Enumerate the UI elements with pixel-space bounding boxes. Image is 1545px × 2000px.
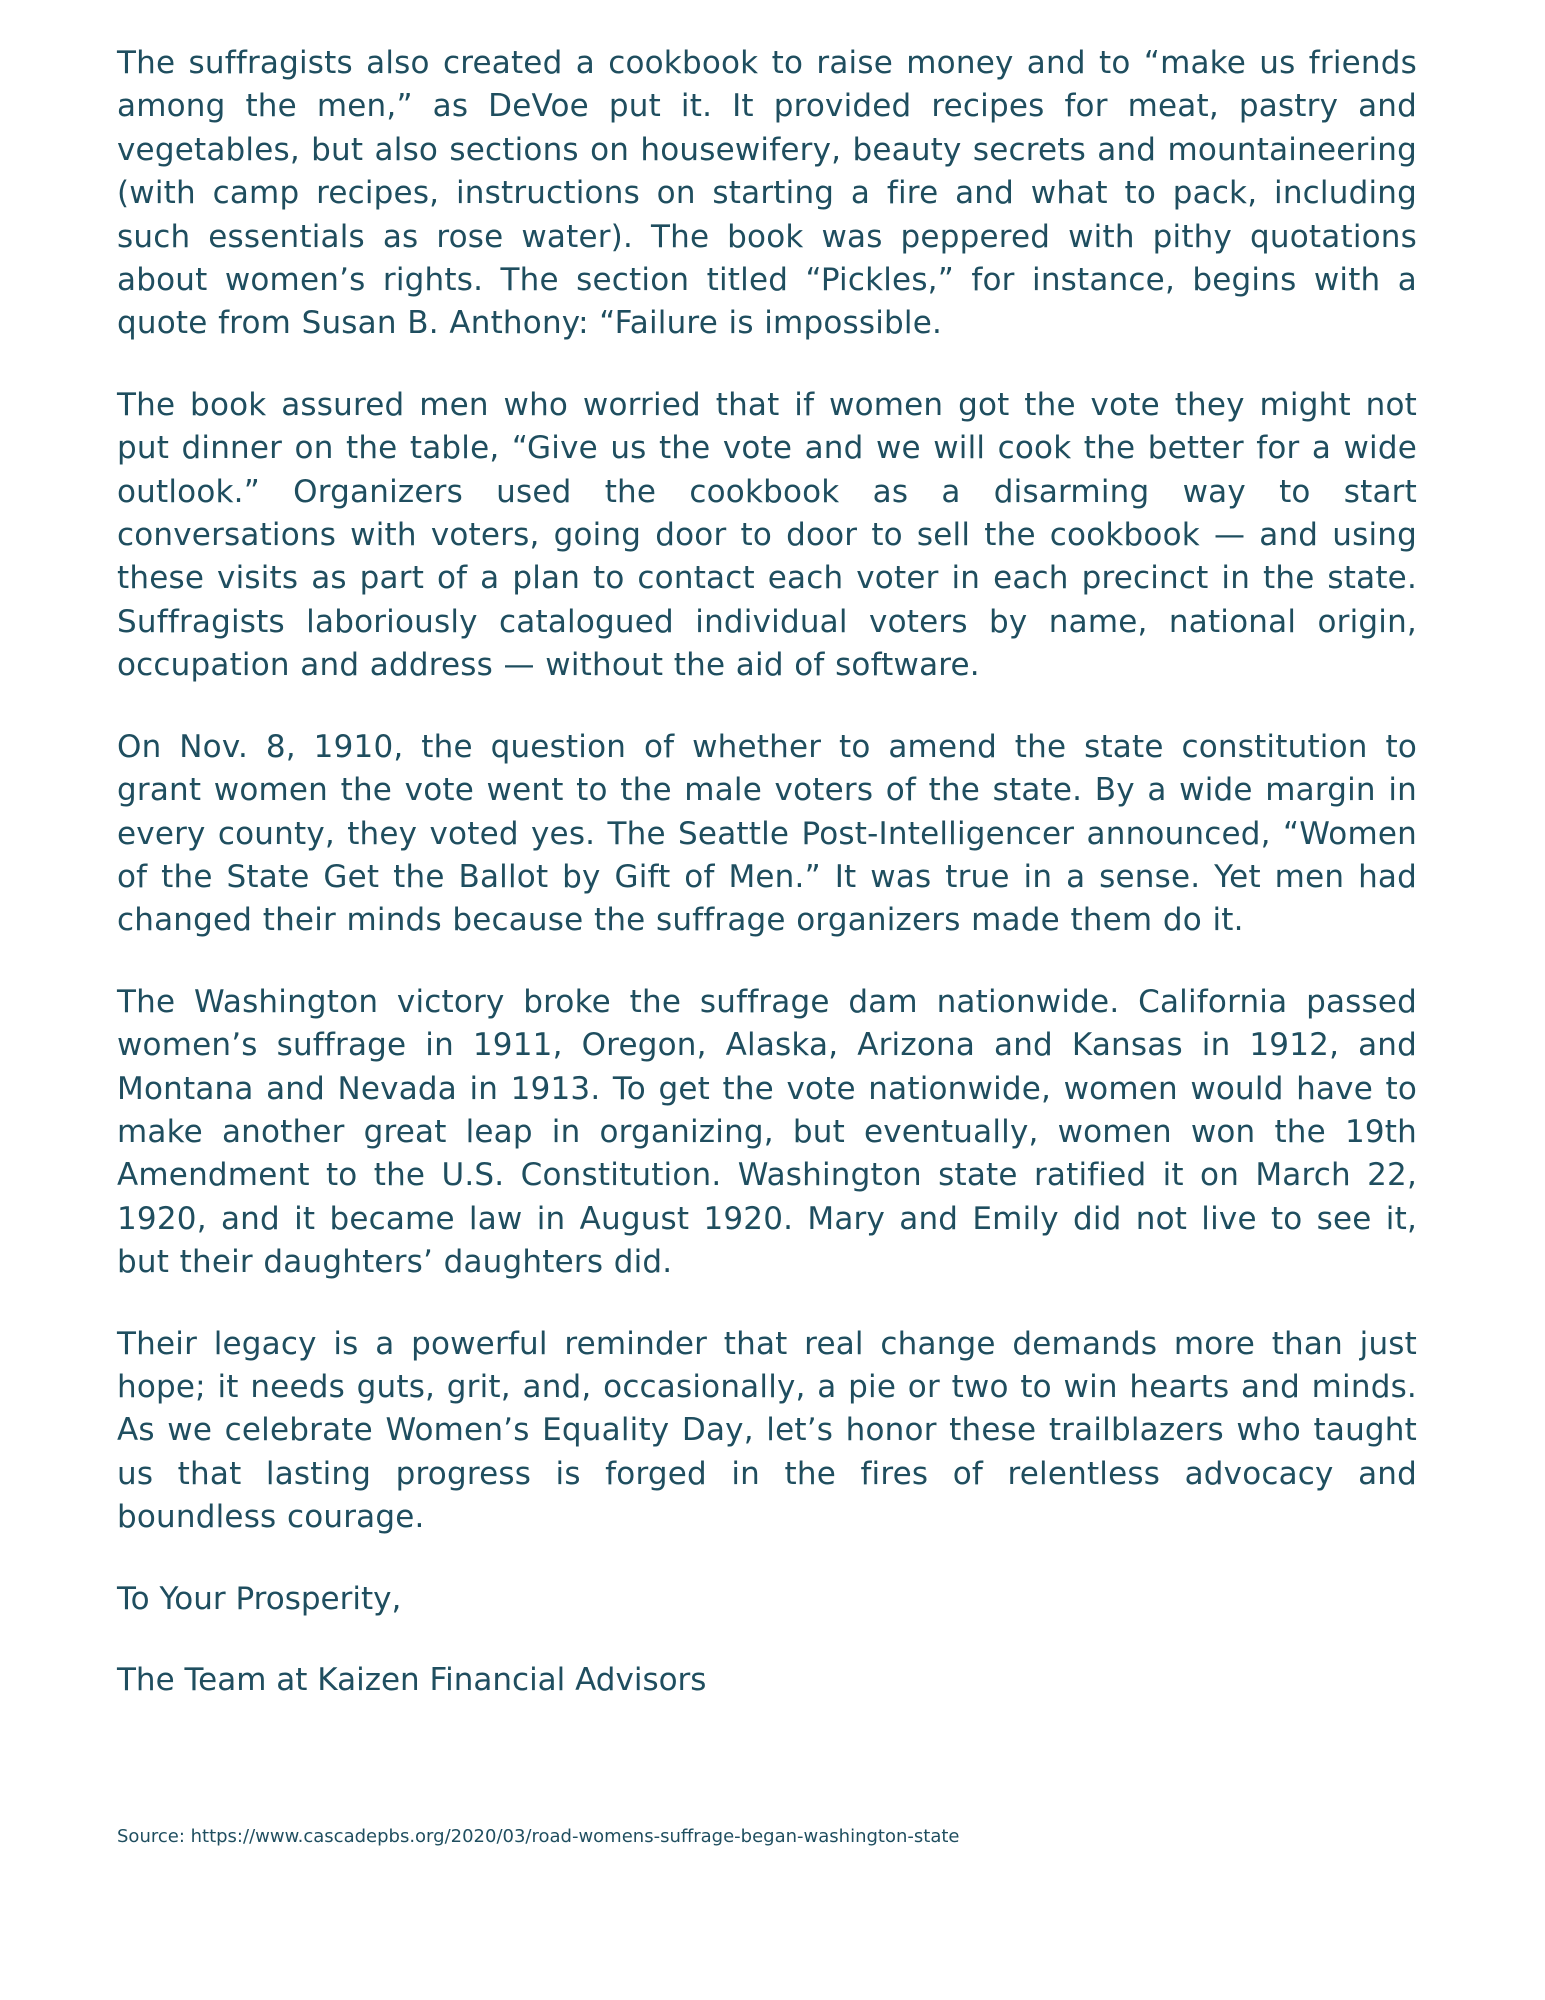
signature-line: The Team at Kaizen Financial Advisors (117, 1662, 707, 1698)
paragraph-door-to-door: The book assured men who worried that if women got the vote they might not put dinner on the table, “Give us the vote and we will cook the better for a wide outlook.” Organizers used the cookbook as a disarming way to start conversations with voters, going door to door to sell the cookbook — and using these visits as part of a plan to contact each voter in each precinct in the state. Suffragists laboriously catalogued individual voters by name, national origin, occupation and address — without the aid of software. (117, 386, 1417, 684)
paragraph-legacy: Their legacy is a powerful reminder that real change demands more than just hope; it needs guts, grit, and, occasionally, a pie or two to win hearts and minds. As we celebrate Women’s Equality Day, let’s honor these trailblazers who taught us that lasting progress is forged in the fires of relentless advocacy and boundless courage. (117, 1325, 1417, 1536)
paragraph-cookbook: The suffragists also created a cookbook to raise money and to “make us friends among the men,” as DeVoe put it. It provided recipes for meat, pastry and vegetables, but also sections on housewifery, beauty secrets and mountaineering (with camp recipes, instructions on starting a fire and what to pack, including such essentials as rose water). The book was peppered with pithy quotations about women’s rights. The section titled “Pickles,” for instance, begins with a quote from Susan B. Anthony: “Failure is impossible. (117, 45, 1417, 342)
closing-line: To Your Prosperity, (117, 1580, 402, 1617)
letter-body (117, 42, 1417, 1702)
paragraph-1910-vote: On Nov. 8, 1910, the question of whether to amend the state constitution to grant women the vote went to the male voters of the state. By a wide margin in every county, they voted yes. The Seattle Post-Intelligencer announced, “Women of the State Get the Ballot by Gift of Men.” It was true in a sense. Yet men had changed their minds because the suffrage organizers made them do it. (117, 728, 1417, 939)
paragraph-nationwide: The Washington victory broke the suffrage dam nationwide. California passed women’s suffrage in 1911, Oregon, Alaska, Arizona and Kansas in 1912, and Montana and Nevada in 1913. To get the vote nationwide, women would have to make another great leap in organizing, but eventually, women won the 19th Amendment to the U.S. Constitution. Washington state ratified it on March 22, 1920, and it became law in August 1920. Mary and Emily did not live to see it, but their daughters’ daughters did. (117, 983, 1417, 1281)
source-citation: Source: https://www.cascadepbs.org/2020/03/road-womens-suffrage-began-washington-state (117, 1826, 960, 1847)
